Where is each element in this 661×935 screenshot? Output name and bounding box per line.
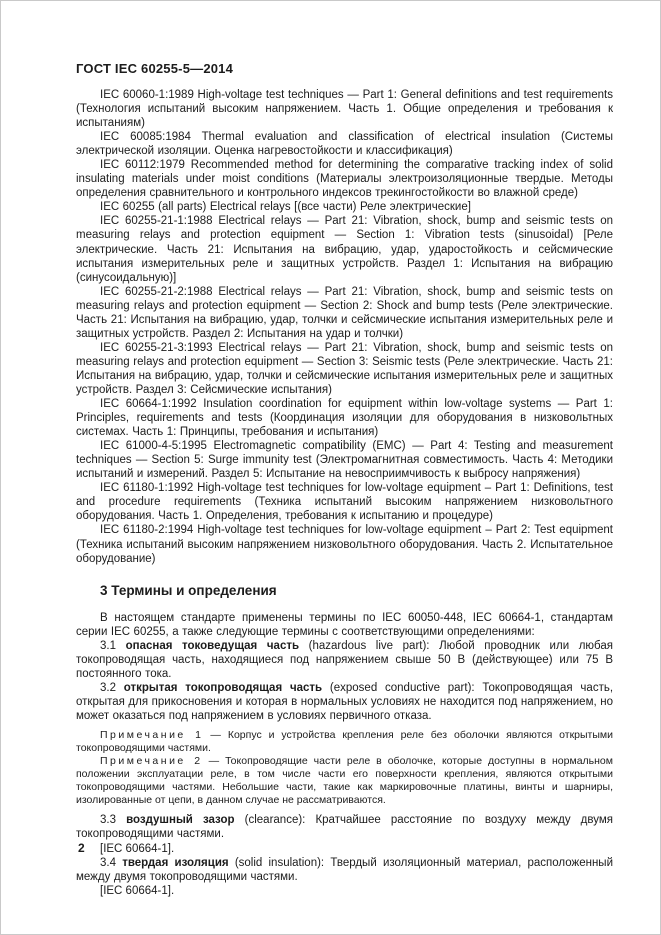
reference-item: IEC 60112:1979 Recommended method for determining the comparative tracking index of solid insulating materials under moist conditions (Материалы электроизоляционные твердые. Методы определения сравнительного и контрольного индексов трекингостойкости во влажной среде): [76, 159, 613, 200]
reference-item: IEC 60255 (all parts) Electrical relays [(все части) Реле электрические]: [100, 201, 471, 214]
term-definition-text: (hazardous live part): Любой проводник или любая токопроводящая часть, находящиеся под напряжением свыше 50 В (действующее) или 75 В постоянного тока.: [76, 639, 614, 680]
term-source-reference: [IEC 60664-1].: [100, 884, 175, 897]
term-number: 3.3: [100, 814, 127, 827]
term-name: твердая изоляция: [122, 856, 229, 869]
term-definition-text: (clearance): Кратчайшее расстояние по воздуху между двумя токопроводящими частями.: [76, 814, 614, 841]
term-definition-text: (exposed conductive part): Токопроводящая часть, открытая для прикосновения и которая в нормальных условиях не находится под напряжением, но может оказаться под напряжением в условиях первичного отказа.: [76, 681, 614, 722]
reference-item: IEC 61000-4-5:1995 Electromagnetic compatibility (EMC) — Part 4: Testing and measurement techniques — Section 5: Surge immunity test (Электромагнитная совместимость. Часть 4: Методики испытаний и измерений. Раздел 5: Испытание на невосприимчивость к выбросу напряжения): [76, 440, 613, 481]
reference-item: IEC 60255-21-1:1988 Electrical relays — Part 21: Vibration, shock, bump and seismic tests on measuring relays and protection equipment — Section 1: Vibration tests (sinusoidal) [Реле электрические. Часть 21: Испытания на вибрацию, удар, ударостойкость и сейсмические испытания измерительных реле и защитных устройств. Раздел 1: Испытания на вибрацию (синусоидальную)]: [76, 215, 613, 284]
page-content: [76, 88, 613, 898]
term-definition-text: (solid insulation): Твердый изоляционный материал, расположенный между двумя токопроводящими частями.: [76, 856, 614, 883]
reference-item: IEC 60255-21-3:1993 Electrical relays — Part 21: Vibration, shock, bump and seismic tests on measuring relays and protection equipment — Section 3: Seismic tests (Реле электрические. Часть 21: Испытания на вибрацию, удар, толчки и сейсмические испытания измерительных реле и защитных устройств. Раздел 3: Сейсмические испытания): [76, 341, 613, 396]
term-number: 3.2: [100, 681, 124, 694]
note-text: — Токопроводящие части реле в оболочке, которые доступны в нормальном положении эксплуатации реле, в том числе части его поверхности крепления, являются открытыми токопроводящими частями. Небольшие части, такие как маркировочные платины, винты и шарниры, изолированные от цепи, в данном случае не рассматриваются.: [76, 754, 613, 806]
reference-item: IEC 60255-21-2:1988 Electrical relays — Part 21: Vibration, shock, bump and seismic tests on measuring relays and protection equipment — Section 2: Shock and bump tests (Реле электрические. Часть 21: Испытания на вибрацию, удар, толчки и сейсмические испытания измерительных реле и защитных устройств. Раздел 2: Испытания на удар и толчки): [76, 285, 613, 340]
reference-item: IEC 61180-2:1994 High-voltage test techniques for low-voltage equipment – Part 2: Test equipment (Техника испытаний высоким напряжением низковольтного оборудования. Часть 2. Испытательное оборудование): [76, 524, 613, 565]
term-definition-3-4: [76, 856, 613, 884]
page-number: 2: [78, 841, 85, 855]
term-definition-3-1: [76, 639, 613, 681]
section-heading-terms-definitions: 3 Термины и определения: [100, 582, 277, 598]
reference-item: IEC 61180-1:1992 High-voltage test techniques for low-voltage equipment – Part 1: Definitions, test and procedure requirements (Техника испытаний высоким напряжением низковольтного оборудования. Часть 1. Определения, требования к испытанию и процедуре): [76, 482, 613, 523]
term-definition-3-2: [76, 681, 613, 723]
reference-item: IEC 60664-1:1992 Insulation coordination for equipment within low-voltage systems — Part 1: Principles, requirements and tests (Координация изоляции для оборудования в низковольтных системах. Часть 1: Принципы, требования и испытания): [76, 398, 613, 439]
term-name: воздушный зазор: [126, 814, 235, 827]
term-definition-3-3: [76, 813, 613, 841]
note-label: Примечание 1: [100, 728, 204, 741]
notes-block: [76, 729, 613, 806]
reference-item: IEC 60060-1:1989 High-voltage test techniques — Part 1: General definitions and test requirements (Технология испытаний высоким напряжением. Часть 1. Общие определения и требования к испытаниям): [76, 89, 613, 130]
term-number: 3.4: [100, 856, 123, 869]
note-1: [76, 729, 613, 755]
term-name: опасная токоведущая часть: [125, 639, 300, 652]
section-intro-paragraph: В настоящем стандарте применены термины по IEC 60050-448, IEC 60664-1, стандартам серии IEC 60255, а также следующие термины с соответствующими определениями:: [76, 611, 613, 638]
note-text: — Корпус и устройства крепления реле без оболочки являются открытыми токопроводящими частями.: [76, 728, 613, 754]
note-2: [76, 755, 613, 807]
term-source-reference: [IEC 60664-1].: [100, 842, 175, 855]
term-number: 3.1: [100, 639, 126, 652]
reference-item: IEC 60085:1984 Thermal evaluation and classification of electrical insulation (Системы электрической изоляции. Оценка нагревостойкости и классификация): [76, 131, 613, 158]
note-label: Примечание 2: [100, 754, 203, 767]
term-name: открытая токопроводящая часть: [123, 681, 323, 694]
document-header-designation: ГОСТ IEC 60255-5—2014: [76, 61, 234, 76]
